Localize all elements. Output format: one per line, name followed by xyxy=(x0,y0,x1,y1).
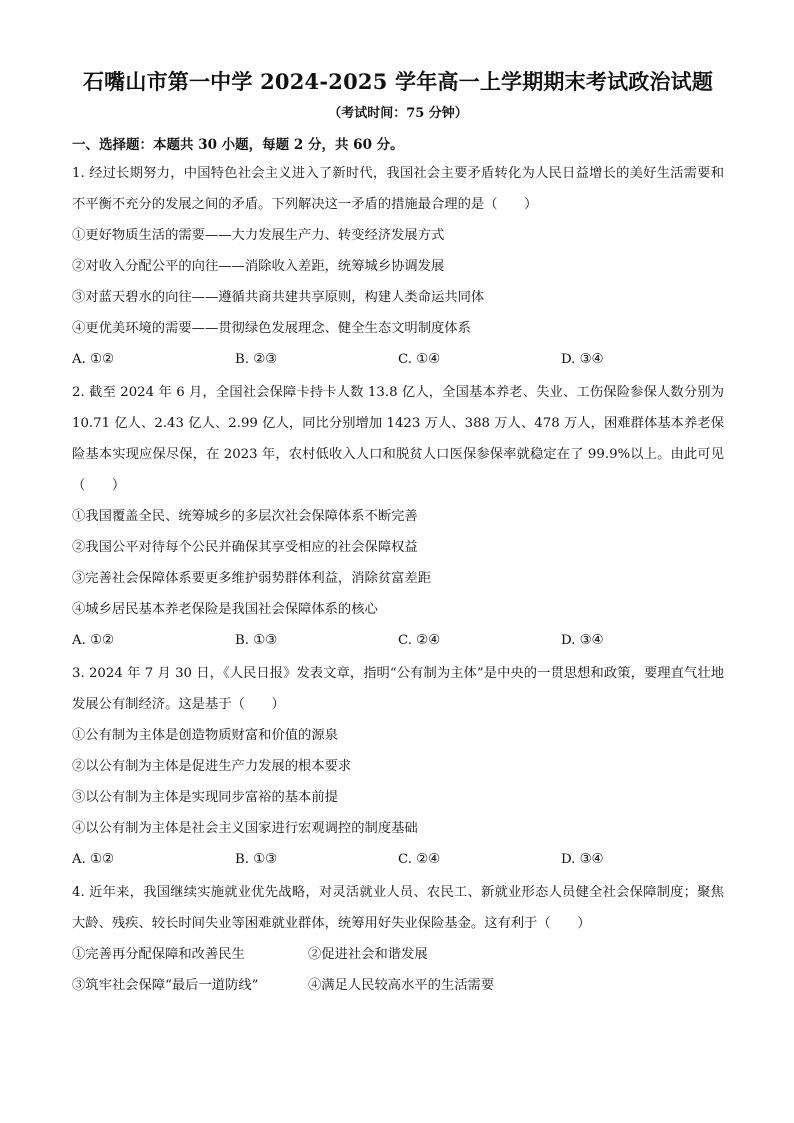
choice-b: B. ②③ xyxy=(235,352,278,367)
question-stem: 2. 截至 2024 年 6 月，全国社会保障卡持卡人数 13.8 亿人，全国基本养老、失业、工伤保险参保人数分别为 10.71 亿人、2.43 亿人、2.99 亿人，同比分别增加 1423 万人、388 万人、478 万人，困难群体基本养老保险基本实现应保尽保，在 2023 年，农村低收入人口和脱贫人口医保参保率就稳定在了 99.9%以上。由此可见（ ） xyxy=(72,385,724,493)
choice-c: C. ②④ xyxy=(398,633,440,648)
statement-3: ③完善社会保障体系要更多维护弱势群体利益，消除贫富差距 xyxy=(72,571,432,586)
statement-4: ④满足人民较高水平的生活需要 xyxy=(308,978,495,993)
statement-1: ①我国覆盖全民、统筹城乡的多层次社会保障体系不断完善 xyxy=(72,509,418,524)
statement-2: ②促进社会和谐发展 xyxy=(308,947,428,962)
statement-1: ①更好物质生活的需要——大力发展生产力、转变经济发展方式 xyxy=(72,228,445,243)
statement-3: ③对蓝天碧水的向往——遵循共商共建共享原则，构建人类命运共同体 xyxy=(72,290,485,305)
statement-3: ③筑牢社会保障“最后一道防线” xyxy=(72,978,259,993)
question-stem: 4. 近年来，我国继续实施就业优先战略，对灵活就业人员、农民工、新就业形态人员健全社会保障制度；聚焦大龄、残疾、较长时间失业等困难就业群体，统筹用好失业保险基金。这有利于（ ） xyxy=(72,885,724,931)
question-1 xyxy=(72,158,724,375)
answer-choices xyxy=(72,844,724,875)
question-2 xyxy=(72,377,724,656)
question-stem: 1. 经过长期努力，中国特色社会主义进入了新时代，我国社会主要矛盾转化为人民日益增长的美好生活需要和不平衡不充分的发展之间的矛盾。下列解决这一矛盾的措施最合理的是（ ） xyxy=(72,166,724,212)
answer-choices xyxy=(72,625,724,656)
statement-4: ④城乡居民基本养老保险是我国社会保障体系的核心 xyxy=(72,602,378,617)
choice-d: D. ③④ xyxy=(561,633,604,648)
choice-a: A. ①② xyxy=(72,633,114,648)
section-heading: 一、选择题：本题共 30 小题，每题 2 分，共 60 分。 xyxy=(72,137,404,153)
question-4 xyxy=(72,877,724,1001)
statement-2: ②对收入分配公平的向往——消除收入差距，统筹城乡协调发展 xyxy=(72,259,445,274)
answer-choices xyxy=(72,344,724,375)
choice-d: D. ③④ xyxy=(561,852,604,867)
question-3 xyxy=(72,658,724,875)
choice-a: A. ①② xyxy=(72,852,114,867)
choice-c: C. ②④ xyxy=(398,852,440,867)
statement-4: ④更优美环境的需要——贯彻绿色发展理念、健全生态文明制度体系 xyxy=(72,321,471,336)
statement-row xyxy=(72,970,724,1001)
statement-2: ②我国公平对待每个公民并确保其享受相应的社会保障权益 xyxy=(72,540,418,555)
statement-2: ②以公有制为主体是促进生产力发展的根本要求 xyxy=(72,759,352,774)
choice-a: A. ①② xyxy=(72,352,114,367)
choice-b: B. ①③ xyxy=(235,852,278,867)
choice-c: C. ①④ xyxy=(398,352,440,367)
statement-4: ④以公有制为主体是社会主义国家进行宏观调控的制度基础 xyxy=(72,821,418,836)
statement-3: ③以公有制为主体是实现同步富裕的基本前提 xyxy=(72,790,338,805)
choice-d: D. ③④ xyxy=(561,352,604,367)
exam-duration: （考试时间：75 分钟） xyxy=(328,106,468,121)
exam-title: 石嘴山市第一中学 2024-2025 学年高一上学期期末考试政治试题 xyxy=(82,69,714,94)
choice-b: B. ①③ xyxy=(235,633,278,648)
statement-row xyxy=(72,939,724,970)
question-stem: 3. 2024 年 7 月 30 日，《人民日报》发表文章，指明“公有制为主体”是中央的一贯思想和政策，要理直气壮地发展公有制经济。这是基于（ ） xyxy=(72,666,724,712)
statement-1: ①公有制为主体是创造物质财富和价值的源泉 xyxy=(72,728,338,743)
statement-1: ①完善再分配保障和改善民生 xyxy=(72,947,245,962)
